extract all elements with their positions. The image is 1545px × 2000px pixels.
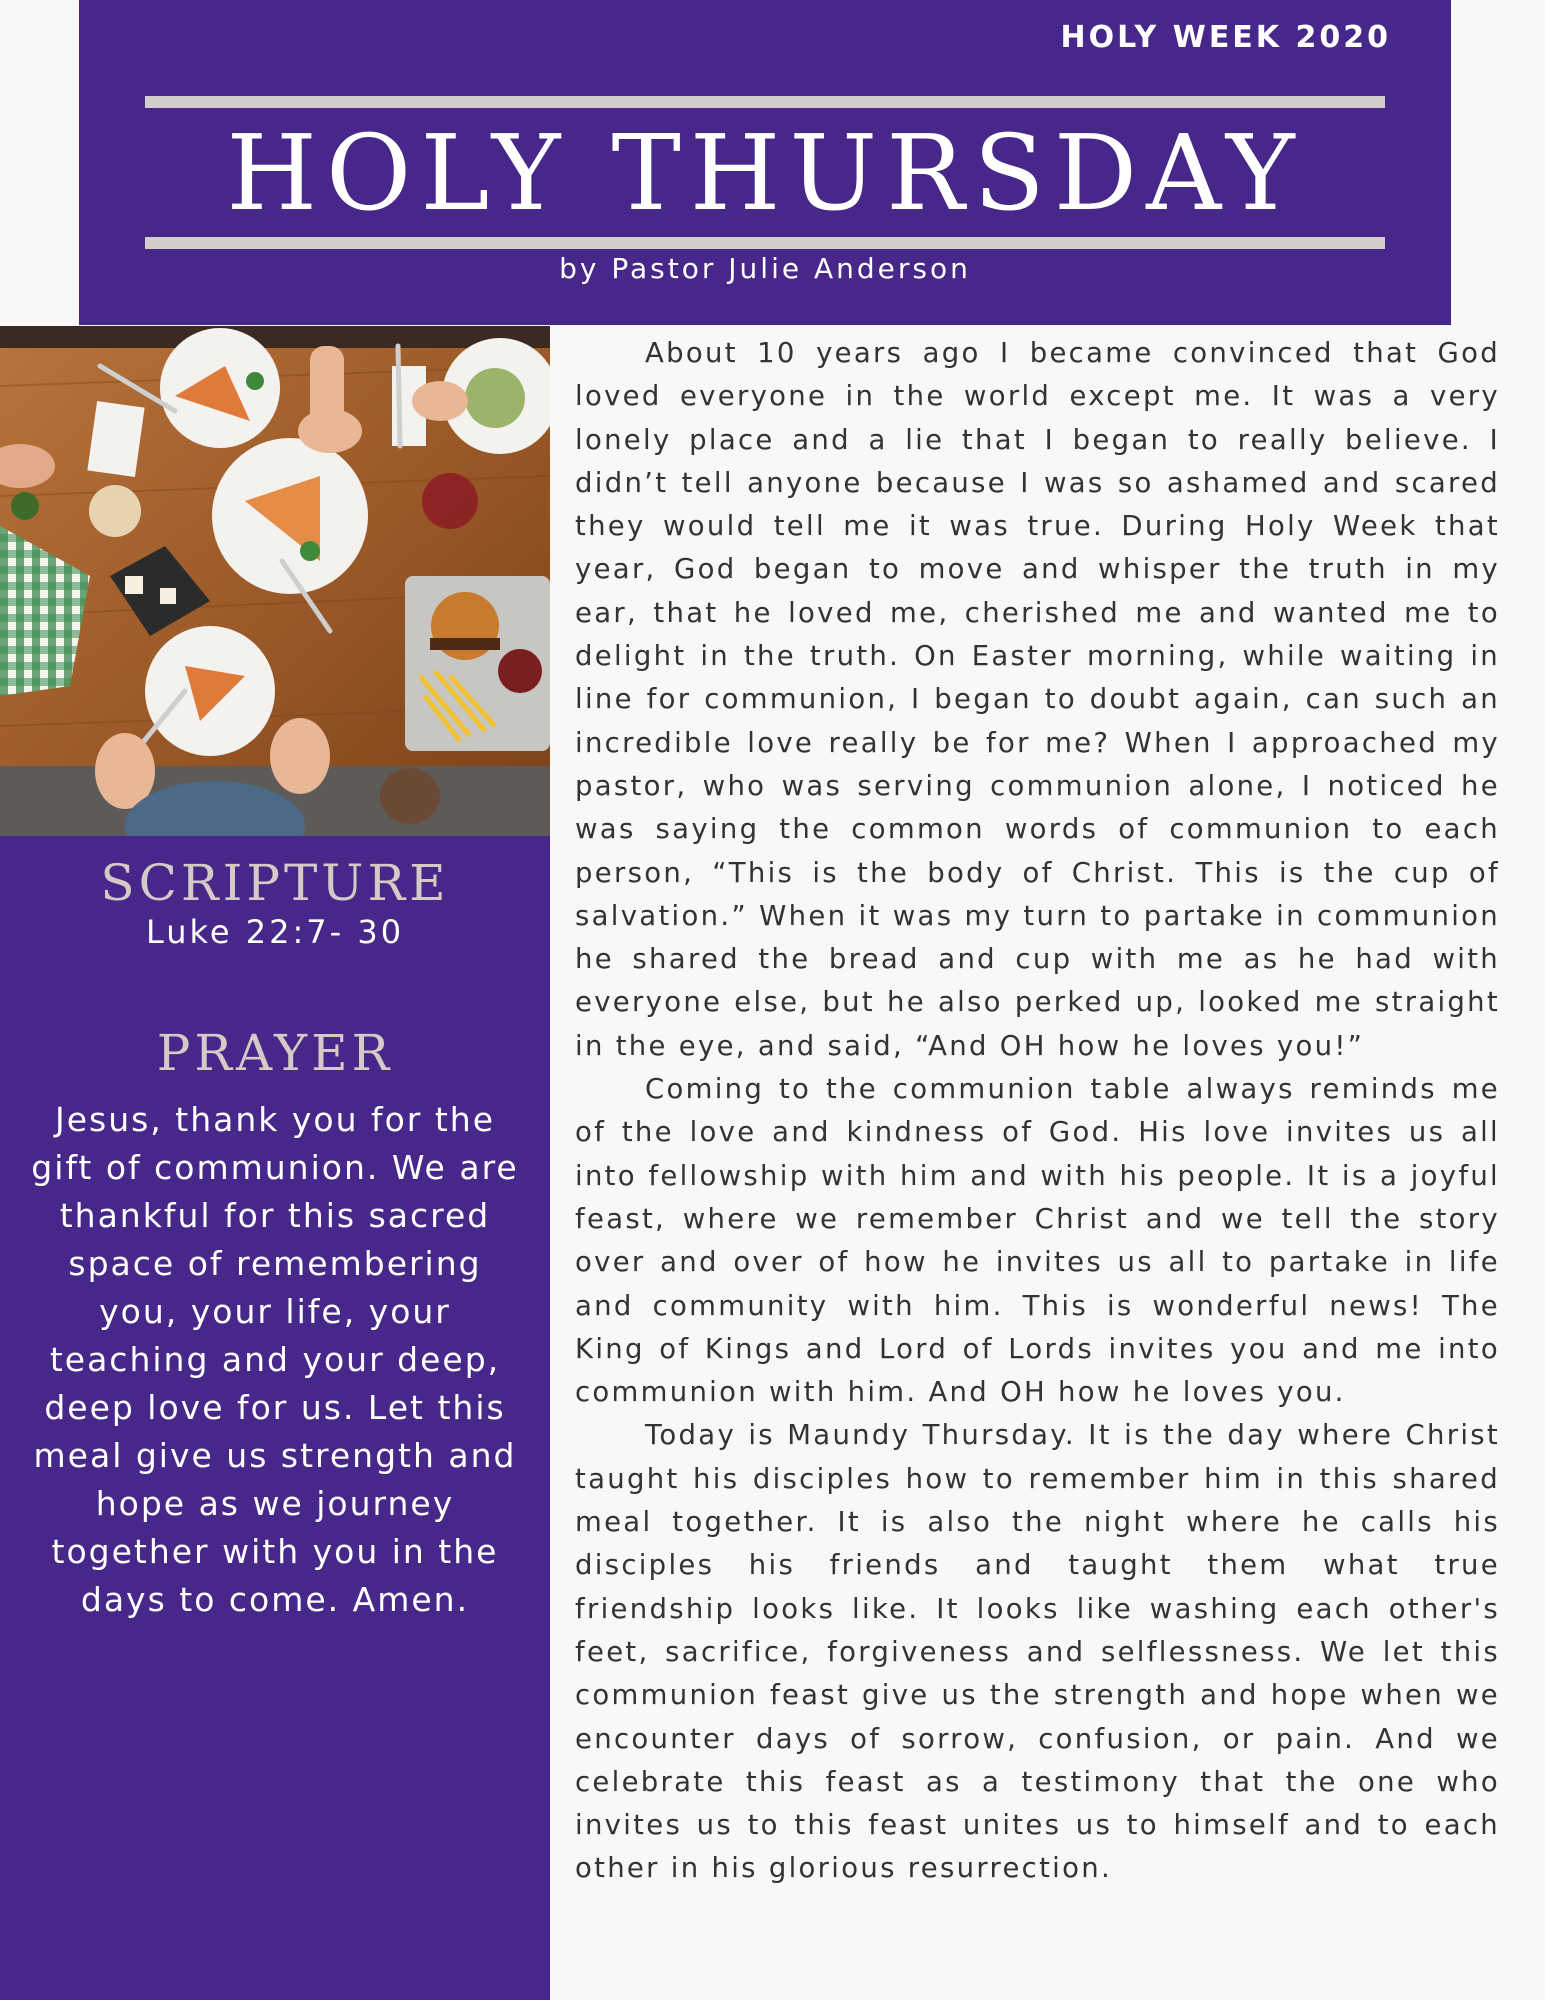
dinner-table-photo xyxy=(0,326,550,836)
holy-week-label: HOLY WEEK 2020 xyxy=(1060,20,1391,55)
prayer-text: Jesus, thank you for the gift of communion. We are thankful for this sacred space of remembering you, your life, your teaching and your deep, deep love for us. Let this meal give us strength and hope as we journey together with you in the days to come. Amen. xyxy=(31,1100,519,1619)
header-banner xyxy=(79,0,1451,325)
article-body xyxy=(575,332,1500,1891)
title-rule-top xyxy=(145,96,1385,108)
article-paragraph: Coming to the communion table always reminds me of the love and kindness of God. His love invites us all into fellowship with him and with his people. It is a joyful feast, where we remember Christ and we tell the story over and over of how he invites us all to partake in life and community with him. This is wonderful news! The King of Kings and Lord of Lords invites you and me into communion with him. And OH how he loves you. xyxy=(575,1073,1500,1409)
prayer-heading: PRAYER xyxy=(156,1024,394,1082)
article-paragraph: Today is Maundy Thursday. It is the day where Christ taught his disciples how to remember him in this shared meal together. It is also the night where he calls his disciples his friends and taught them what true friendship looks like. It looks like washing each other's feet, sacrifice, forgiveness and selflessness. We let this communion feast give us the strength and hope when we encounter days of sorrow, confusion, or pain. And we celebrate this feast as a testimony that the one who invites us to this feast unites us to himself and to each other in his glorious resurrection. xyxy=(575,1419,1500,1885)
page-title: HOLY THURSDAY xyxy=(226,112,1304,234)
author-byline: by Pastor Julie Anderson xyxy=(559,252,971,285)
scripture-heading: SCRIPTURE xyxy=(100,854,450,912)
sidebar-panel xyxy=(0,836,550,2000)
scripture-reference: Luke 22:7- 30 xyxy=(145,913,405,951)
title-rule-bottom xyxy=(145,237,1385,249)
article-paragraph: About 10 years ago I became convinced that God loved everyone in the world except me. It was a very lonely place and a lie that I began to really believe. I didn’t tell anyone because I was so ashamed and scared they would tell me it was true. During Holy Week that year, God began to move and whisper the truth in my ear, that he loved me, cherished me and wanted me to delight in the truth. On Easter morning, while waiting in line for communion, I began to doubt again, can such an incredible love really be for me? When I approached my pastor, who was serving communion alone, I noticed he was saying the common words of communion to each person, “This is the body of Christ. This is the cup of salvation.” When it was my turn to partake in communion he shared the bread and cup with me as he had with everyone else, but he also perked up, looked me straight in the eye, and said, “And OH how he loves you!” xyxy=(575,337,1500,1062)
